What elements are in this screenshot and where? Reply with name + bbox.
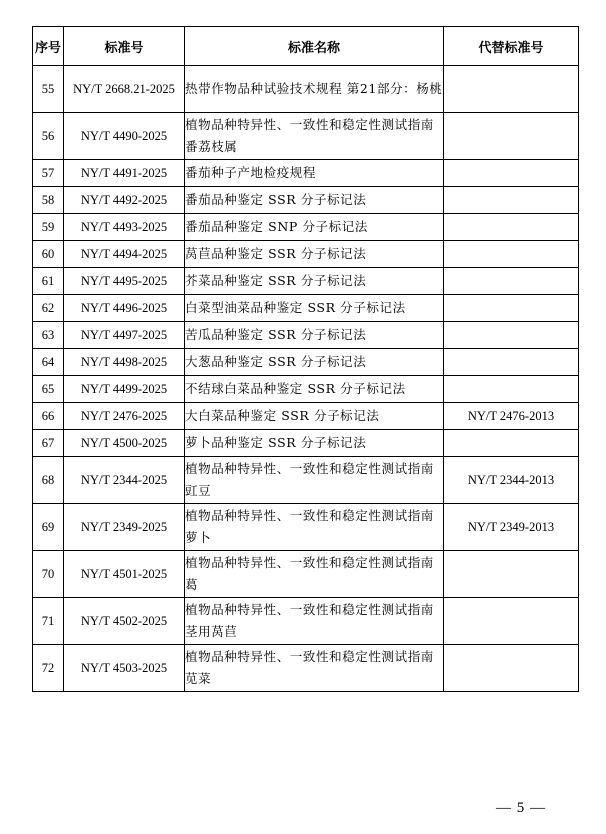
- row-code: NY/T 4492-2025: [64, 187, 185, 214]
- table-row: [33, 160, 579, 187]
- row-replaces: [444, 187, 579, 214]
- row-replaces: [444, 645, 579, 692]
- row-code: NY/T 4502-2025: [64, 598, 185, 645]
- header-name: 标准名称: [185, 27, 444, 66]
- table-body: [33, 66, 579, 692]
- row-seq: 68: [33, 457, 64, 504]
- table-row: [33, 268, 579, 295]
- table-row: [33, 598, 579, 645]
- row-replaces: [444, 551, 579, 598]
- row-replaces: [444, 598, 579, 645]
- row-seq: 61: [33, 268, 64, 295]
- row-seq: 66: [33, 403, 64, 430]
- row-name: 番茄品种鉴定 SSR 分子标记法: [185, 187, 444, 214]
- row-seq: 67: [33, 430, 64, 457]
- header-replaces: 代替标准号: [444, 27, 579, 66]
- row-code: NY/T 4501-2025: [64, 551, 185, 598]
- row-code: NY/T 4495-2025: [64, 268, 185, 295]
- row-replaces: [444, 66, 579, 113]
- row-name: 植物品种特异性、一致性和稳定性测试指南 番荔枝属: [185, 113, 444, 160]
- header-seq: 序号: [33, 27, 64, 66]
- table-row: [33, 376, 579, 403]
- row-seq: 69: [33, 504, 64, 551]
- row-code: NY/T 4498-2025: [64, 349, 185, 376]
- table-row: [33, 241, 579, 268]
- row-replaces: [444, 430, 579, 457]
- row-code: NY/T 4500-2025: [64, 430, 185, 457]
- row-name: 植物品种特异性、一致性和稳定性测试指南 萝卜: [185, 504, 444, 551]
- row-replaces: [444, 322, 579, 349]
- row-seq: 57: [33, 160, 64, 187]
- row-name: 植物品种特异性、一致性和稳定性测试指南 苋菜: [185, 645, 444, 692]
- table-row: [33, 457, 579, 504]
- row-code: NY/T 4503-2025: [64, 645, 185, 692]
- row-seq: 63: [33, 322, 64, 349]
- row-replaces: [444, 376, 579, 403]
- row-name: 不结球白菜品种鉴定 SSR 分子标记法: [185, 376, 444, 403]
- table-row: [33, 295, 579, 322]
- row-name: 苦瓜品种鉴定 SSR 分子标记法: [185, 322, 444, 349]
- row-seq: 64: [33, 349, 64, 376]
- row-seq: 62: [33, 295, 64, 322]
- row-replaces: NY/T 2349-2013: [444, 504, 579, 551]
- row-name: 萝卜品种鉴定 SSR 分子标记法: [185, 430, 444, 457]
- row-seq: 60: [33, 241, 64, 268]
- row-replaces: [444, 268, 579, 295]
- row-name: 番茄种子产地检疫规程: [185, 160, 444, 187]
- row-seq: 58: [33, 187, 64, 214]
- table-row: [33, 214, 579, 241]
- table-row: [33, 187, 579, 214]
- row-name: 热带作物品种试验技术规程 第21部分：杨桃: [185, 66, 444, 113]
- row-code: NY/T 2476-2025: [64, 403, 185, 430]
- row-replaces: [444, 160, 579, 187]
- row-seq: 59: [33, 214, 64, 241]
- table-row: [33, 551, 579, 598]
- row-name: 番茄品种鉴定 SNP 分子标记法: [185, 214, 444, 241]
- row-name: 白菜型油菜品种鉴定 SSR 分子标记法: [185, 295, 444, 322]
- row-name: 芥菜品种鉴定 SSR 分子标记法: [185, 268, 444, 295]
- row-seq: 65: [33, 376, 64, 403]
- table-row: [33, 403, 579, 430]
- row-name: 植物品种特异性、一致性和稳定性测试指南 葛: [185, 551, 444, 598]
- row-seq: 72: [33, 645, 64, 692]
- table-row: [33, 430, 579, 457]
- row-replaces: [444, 295, 579, 322]
- row-replaces: [444, 214, 579, 241]
- row-code: NY/T 2349-2025: [64, 504, 185, 551]
- row-name: 植物品种特异性、一致性和稳定性测试指南 豇豆: [185, 457, 444, 504]
- row-replaces: [444, 349, 579, 376]
- table-row: [33, 66, 579, 113]
- row-code: NY/T 4490-2025: [64, 113, 185, 160]
- row-seq: 70: [33, 551, 64, 598]
- row-replaces: NY/T 2476-2013: [444, 403, 579, 430]
- row-code: NY/T 4496-2025: [64, 295, 185, 322]
- table-row: [33, 349, 579, 376]
- page-number: — 5 —: [496, 800, 546, 816]
- row-name: 植物品种特异性、一致性和稳定性测试指南 茎用莴苣: [185, 598, 444, 645]
- row-code: NY/T 4491-2025: [64, 160, 185, 187]
- row-replaces: NY/T 2344-2013: [444, 457, 579, 504]
- row-replaces: [444, 241, 579, 268]
- header-code: 标准号: [64, 27, 185, 66]
- table-row: [33, 113, 579, 160]
- row-code: NY/T 2668.21-2025: [64, 66, 185, 113]
- row-name: 大葱品种鉴定 SSR 分子标记法: [185, 349, 444, 376]
- row-code: NY/T 2344-2025: [64, 457, 185, 504]
- standards-table: [32, 26, 579, 692]
- row-name: 莴苣品种鉴定 SSR 分子标记法: [185, 241, 444, 268]
- row-seq: 55: [33, 66, 64, 113]
- row-code: NY/T 4493-2025: [64, 214, 185, 241]
- row-code: NY/T 4494-2025: [64, 241, 185, 268]
- table-header-row: [33, 27, 579, 66]
- row-code: NY/T 4499-2025: [64, 376, 185, 403]
- table-row: [33, 504, 579, 551]
- row-seq: 71: [33, 598, 64, 645]
- table-row: [33, 322, 579, 349]
- row-replaces: [444, 113, 579, 160]
- row-name: 大白菜品种鉴定 SSR 分子标记法: [185, 403, 444, 430]
- table-row: [33, 645, 579, 692]
- row-code: NY/T 4497-2025: [64, 322, 185, 349]
- row-seq: 56: [33, 113, 64, 160]
